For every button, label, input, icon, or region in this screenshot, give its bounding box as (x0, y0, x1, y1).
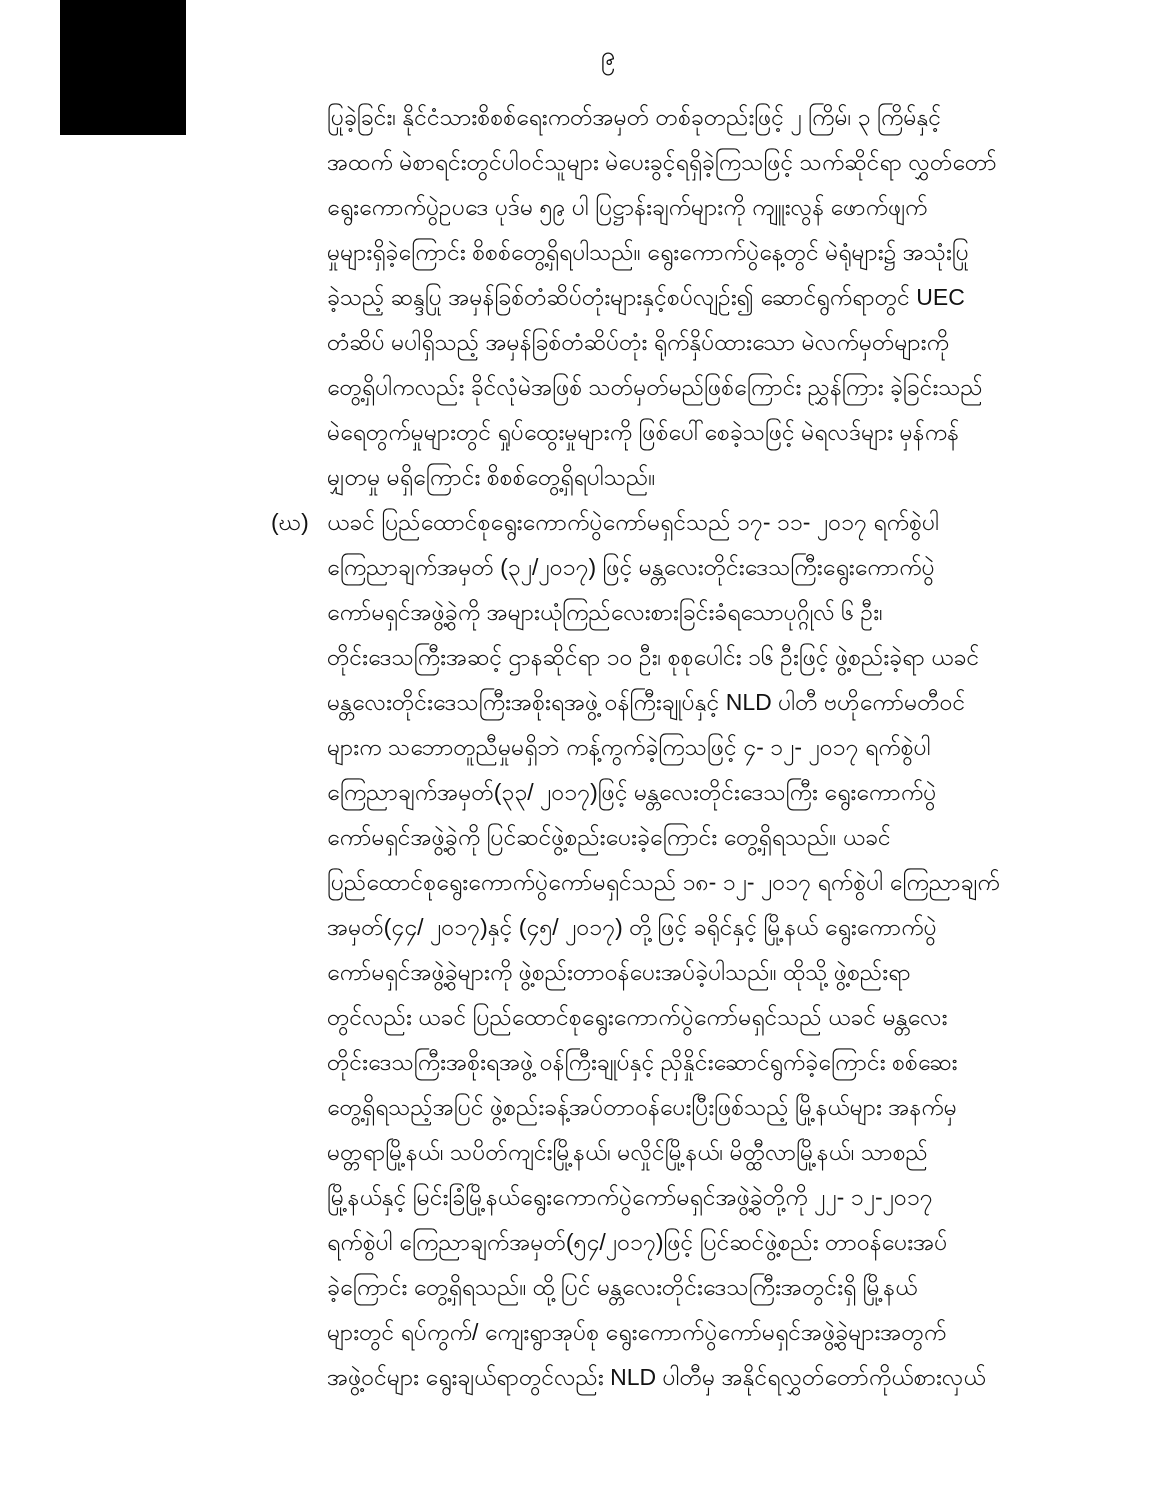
text-line: ကြေညာချက်အမှတ် (၃၂/၂၀၁၇) ဖြင့် မန္တလေးတိုင်းဒေသကြီးရွေးကောက်ပွဲ (327, 554, 935, 580)
text-line: အမှတ်(၄၄/ ၂၀၁၇)နှင့် (၄၅/ ၂၀၁၇) တို့ဖြင့် ခရိုင်နှင့် မြို့နယ် ရွေးကောက်ပွဲ (327, 914, 937, 940)
text-line: တံဆိပ် မပါရှိသည့် အမှန်ခြစ်တံဆိပ်တုံး ရိုက်နှိပ်ထားသော မဲလက်မှတ်များကို (327, 329, 949, 355)
page-number: ၉ (600, 40, 616, 70)
text-line: ရက်စွဲပါ ကြေညာချက်အမှတ်(၅၄/၂၀၁၇)ဖြင့် ပြင်ဆင်ဖွဲ့စည်း တာဝန်ပေးအပ် (327, 1229, 948, 1255)
text-line: မတ္တရာမြို့နယ်၊ သပိတ်ကျင်းမြို့နယ်၊ မလှိုင်မြို့နယ်၊ မိတ္ထီလာမြို့နယ်၊ သာစည် (327, 1139, 928, 1165)
text-line: ကော်မရှင်အဖွဲ့ခွဲများကို ဖွဲ့စည်းတာဝန်ပေးအပ်ခဲ့ပါသည်။ ထိုသို့ ဖွဲ့စည်းရာ (327, 959, 911, 985)
text-line: တိုင်းဒေသကြီးအစိုးရအဖွဲ့ ဝန်ကြီးချုပ်နှင့် ညှိနှိုင်းဆောင်ရွက်ခဲ့ကြောင်း စစ်ဆေး (327, 1049, 958, 1075)
text-line: ပြုခဲ့ခြင်း၊ နိုင်ငံသားစိစစ်ရေးကတ်အမှတ် တစ်ခုတည်းဖြင့် ၂ ကြိမ်၊ ၃ ကြိမ်နှင့် (327, 104, 942, 130)
text-line: မဲရေတွက်မှုများတွင် ရှုပ်ထွေးမှုများကို ဖြစ်ပေါ်စေခဲ့သဖြင့် မဲရလဒ်များ မှန်ကန် (327, 419, 959, 445)
redaction-box (60, 0, 186, 135)
text-line: ပြည်ထောင်စုရွေးကောက်ပွဲကော်မရှင်သည် ၁၈- ၁၂- ၂၀၁၇ ရက်စွဲပါ ကြေညာချက် (327, 869, 1000, 895)
text-line: တွေ့ရှိပါကလည်း ခိုင်လုံမဲအဖြစ် သတ်မှတ်မည်ဖြစ်ကြောင်း ညွှန်ကြား ခဲ့ခြင်းသည် (327, 374, 983, 400)
text-line: မန္တလေးတိုင်းဒေသကြီးအစိုးရအဖွဲ့ ဝန်ကြီးချုပ်နှင့် NLD ပါတီ ဗဟိုကော်မတီဝင် (327, 689, 966, 715)
text-line: တွေ့ရှိရသည့်အပြင် ဖွဲ့စည်းခန့်အပ်တာဝန်ပေးပြီးဖြစ်သည့် မြို့နယ်များ အနက်မှ (327, 1094, 957, 1120)
text-line: ကော်မရှင်အဖွဲ့ခွဲကို ပြင်ဆင်ဖွဲ့စည်းပေးခဲ့ကြောင်း တွေ့ရှိရသည်။ ယခင် (327, 824, 891, 850)
text-block (271, 95, 1103, 1400)
text-line: များတွင် ရပ်ကွက်/ ကျေးရွာအုပ်စု ရွေးကောက်ပွဲကော်မရှင်အဖွဲ့ခွဲများအတွက် (327, 1319, 947, 1345)
text-line: အဖွဲ့ဝင်များ ရွေးချယ်ရာတွင်လည်း NLD ပါတီမှ အနိုင်ရလွှတ်တော်ကိုယ်စားလှယ် (327, 1364, 986, 1390)
text-line: မြို့နယ်နှင့် မြင်းခြံမြို့နယ်ရွေးကောက်ပွဲကော်မရှင်အဖွဲ့ခွဲတို့ကို ၂၂- ၁၂-၂၀၁၇ (327, 1184, 933, 1210)
text-line: တိုင်းဒေသကြီးအဆင့် ဌာနဆိုင်ရာ ၁၀ ဦး၊ စုစုပေါင်း ၁၆ ဦးဖြင့် ဖွဲ့စည်းခဲ့ရာ ယခင် (327, 644, 980, 670)
text-line: ယခင် ပြည်ထောင်စုရွေးကောက်ပွဲကော်မရှင်သည် ၁၇- ၁၁- ၂၀၁၇ ရက်စွဲပါ (327, 509, 940, 535)
text-line: ကော်မရှင်အဖွဲ့ခွဲကို အများယုံကြည်လေးစားခြင်းခံရသောပုဂ္ဂိုလ် ၆ ဦး၊ (327, 599, 883, 625)
text-line: ခဲ့သည့် ဆန္ဒပြု အမှန်ခြစ်တံဆိပ်တုံးများနှင့်စပ်လျဉ်း၍ ဆောင်ရွက်ရာတွင် UEC (327, 284, 965, 310)
text-line: မျှတမှု မရှိကြောင်း စိစစ်တွေ့ရှိရပါသည်။ (327, 464, 656, 490)
text-line: ကြေညာချက်အမှတ်(၃၃/ ၂၀၁၇)ဖြင့် မန္တလေးတိုင်းဒေသကြီး ရွေးကောက်ပွဲ (327, 779, 937, 805)
text-line: အထက် မဲစာရင်းတွင်ပါဝင်သူများ မဲပေးခွင့်ရရှိခဲ့ကြသဖြင့် သက်ဆိုင်ရာ လွှတ်တော် (327, 149, 997, 175)
paragraph (271, 500, 1103, 1400)
paragraph-label: (ဃ) (271, 509, 309, 535)
paragraph (327, 95, 1103, 500)
text-line: ခဲ့ကြောင်း တွေ့ရှိရသည်။ ထို့ပြင် မန္တလေးတိုင်းဒေသကြီးအတွင်းရှိ မြို့နယ် (327, 1274, 918, 1300)
text-line: များက သဘောတူညီမှုမရှိဘဲ ကန့်ကွက်ခဲ့ကြသဖြင့် ၄- ၁၂- ၂၀၁၇ ရက်စွဲပါ (327, 734, 931, 760)
text-line: တွင်လည်း ယခင် ပြည်ထောင်စုရွေးကောက်ပွဲကော်မရှင်သည် ယခင် မန္တလေး (327, 1004, 948, 1030)
text-line: ရွေးကောက်ပွဲဥပဒေ ပုဒ်မ ၅၉ ပါ ပြဋ္ဌာန်းချက်များကို ကျူးလွန် ဖောက်ဖျက် (327, 194, 928, 220)
text-line: မှုများရှိခဲ့ကြောင်း စိစစ်တွေ့ရှိရပါသည်။ ရွေးကောက်ပွဲနေ့တွင် မဲရုံများ၌ အသုံးပြု (327, 239, 969, 265)
